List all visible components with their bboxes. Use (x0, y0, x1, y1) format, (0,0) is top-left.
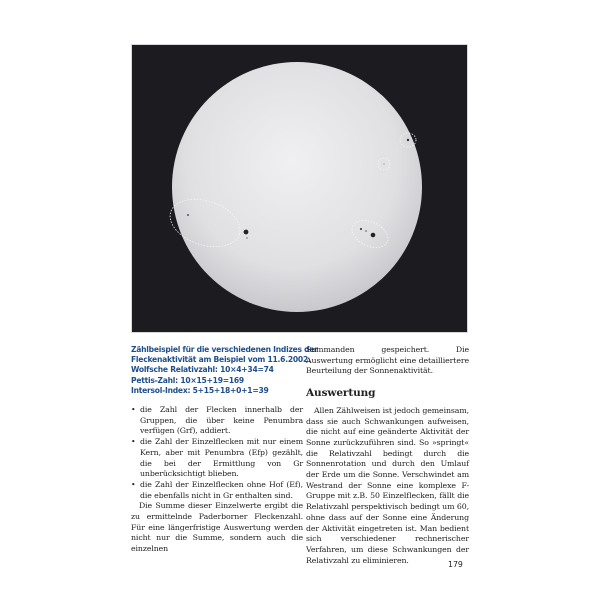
sunspot (244, 230, 249, 235)
caption-line: Zählbeispiel für die verschiedenen Indizes der (131, 345, 318, 354)
bullet-list (131, 405, 303, 501)
caption-line: Pettis-Zahl: 10×15+19=169 (131, 375, 244, 385)
sunspot (360, 228, 362, 230)
body-paragraph: Die Summe dieser Einzelwerte ergibt die zu ermittelnde Paderborner Fleckenzahl. Für eine längerfristige Auswertung werden nicht nur die Summe, sondern auch die einzelnen (131, 501, 303, 554)
bullet-item: • die Zahl der Einzelflecken ohne Hof (Ef), die ebenfalls nicht in Gr enthalten sind. (131, 480, 303, 501)
sunspot (407, 139, 409, 141)
right-text-column (306, 345, 469, 566)
sunspot (187, 214, 189, 216)
caption-line: Wolfsche Relativzahl: 10×4+34=74 (131, 365, 274, 375)
bullet-item: • die Zahl der Flecken innerhalb der Gruppen, die über keine Penumbra verfügen (Grf), addiert. (131, 405, 303, 437)
sunspot (383, 163, 384, 164)
sunspot (371, 233, 376, 238)
left-text-column (131, 405, 303, 555)
caption-line: Intersol-Index: 5+15+18+0+1=39 (131, 385, 269, 395)
section-heading: Auswertung (306, 387, 376, 400)
sun-image (132, 45, 467, 332)
bullet-item: • die Zahl der Einzelflecken mit nur einem Kern, aber mit Penumbra (Efp) gezählt, die bei der Ermittlung von Gr unberücksichtigt blieben. (131, 437, 303, 480)
body-paragraph-continuation: Summanden gespeichert. Die Auswertung ermöglicht eine detailliertere Beurteilung der Sonnenaktivität. (306, 345, 469, 376)
sun-disk (172, 62, 422, 312)
figure-caption (131, 345, 318, 396)
caption-line: Fleckenaktivität am Beispiel vom 11.6.2002. (131, 355, 311, 365)
sunspot (365, 230, 367, 232)
page-number: 179 (448, 560, 463, 569)
body-paragraph: Allen Zählweisen ist jedoch gemeinsam, dass sie auch Schwankungen aufweisen, die nicht auf eine geänderte Aktivität der Sonne zurückzuführen sind. So »springt« die Relativzahl bedingt durch die Sonnenrotation und durch den Umlauf der Erde um die Sonne. Verschwindet am Westrand der Sonne eine komplexe F-Gruppe mit z.B. 50 Einzelflecken, fällt die Relativzahl perspektivisch bedingt um 60, ohne dass auf der Sonne eine Änderung der Aktivität eingetreten ist. Man bedient sich verschiedener rechnerischer Verfahren, um diese Schwankungen der Relativzahl zu eliminieren. (306, 405, 469, 565)
sunspot (246, 237, 247, 238)
sun-photograph (132, 45, 467, 332)
